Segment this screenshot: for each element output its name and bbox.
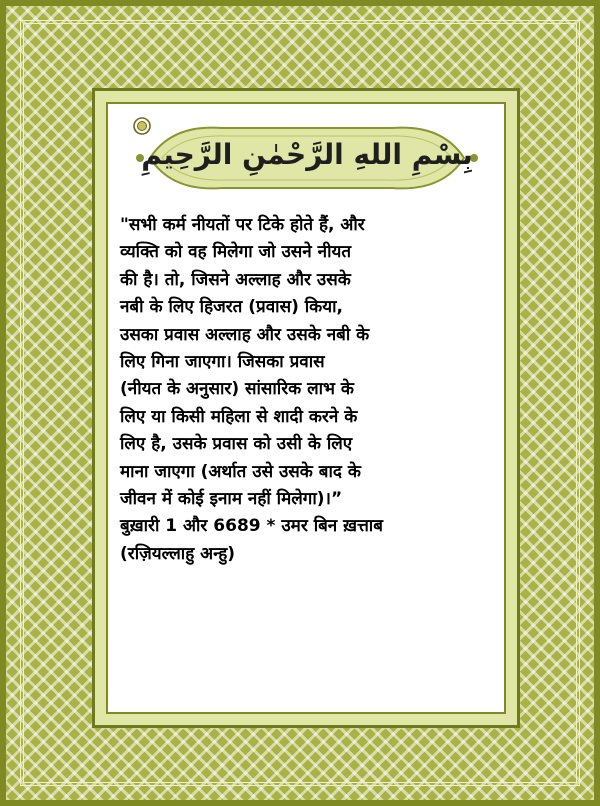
- citation-line: बुख़ारी 1 और 6689 * उमर बिन ख़त्ताब: [120, 516, 383, 537]
- quote-line: उसका प्रवास अल्लाह और उसके नबी के: [120, 324, 370, 345]
- quote-line: माना जाएगा (अर्थात उसे उसके बाद के: [120, 461, 361, 482]
- bismillah-text: بِسْمِ اللهِ الرَّحْمٰنِ الرَّحِيمِ: [141, 138, 473, 171]
- quote-line: लिए है, उसके प्रवास को उसी के लिए: [120, 434, 353, 455]
- hadith-quote: [120, 212, 498, 568]
- quote-line: लिए गिना जाएगा। जिसका प्रवास: [120, 352, 325, 373]
- verse-number-medallion-icon: [132, 116, 152, 136]
- quote-line: "सभी कर्म नीयतों पर टिके होते हैं, और: [120, 215, 365, 235]
- quote-line: व्यक्ति को वह मिलेगा जो उसने नीयत: [120, 242, 352, 263]
- quote-line: (नीयत के अनुसार) सांसारिक लाभ के: [120, 379, 354, 400]
- quote-line: जीवन में कोई इनाम नहीं मिलेगा)।”: [120, 489, 343, 510]
- bismillah-cartouche: [132, 116, 482, 200]
- citation-line: (रज़ियल्लाहु अन्हु): [120, 543, 236, 564]
- quote-line: की है। तो, जिसने अल्लाह और उसके: [120, 269, 351, 290]
- content-panel: [106, 102, 506, 714]
- quote-line: नबी के लिए हिजरत (प्रवास) किया,: [120, 297, 343, 318]
- quote-line: लिए या किसी महिला से शादी करने के: [120, 406, 358, 427]
